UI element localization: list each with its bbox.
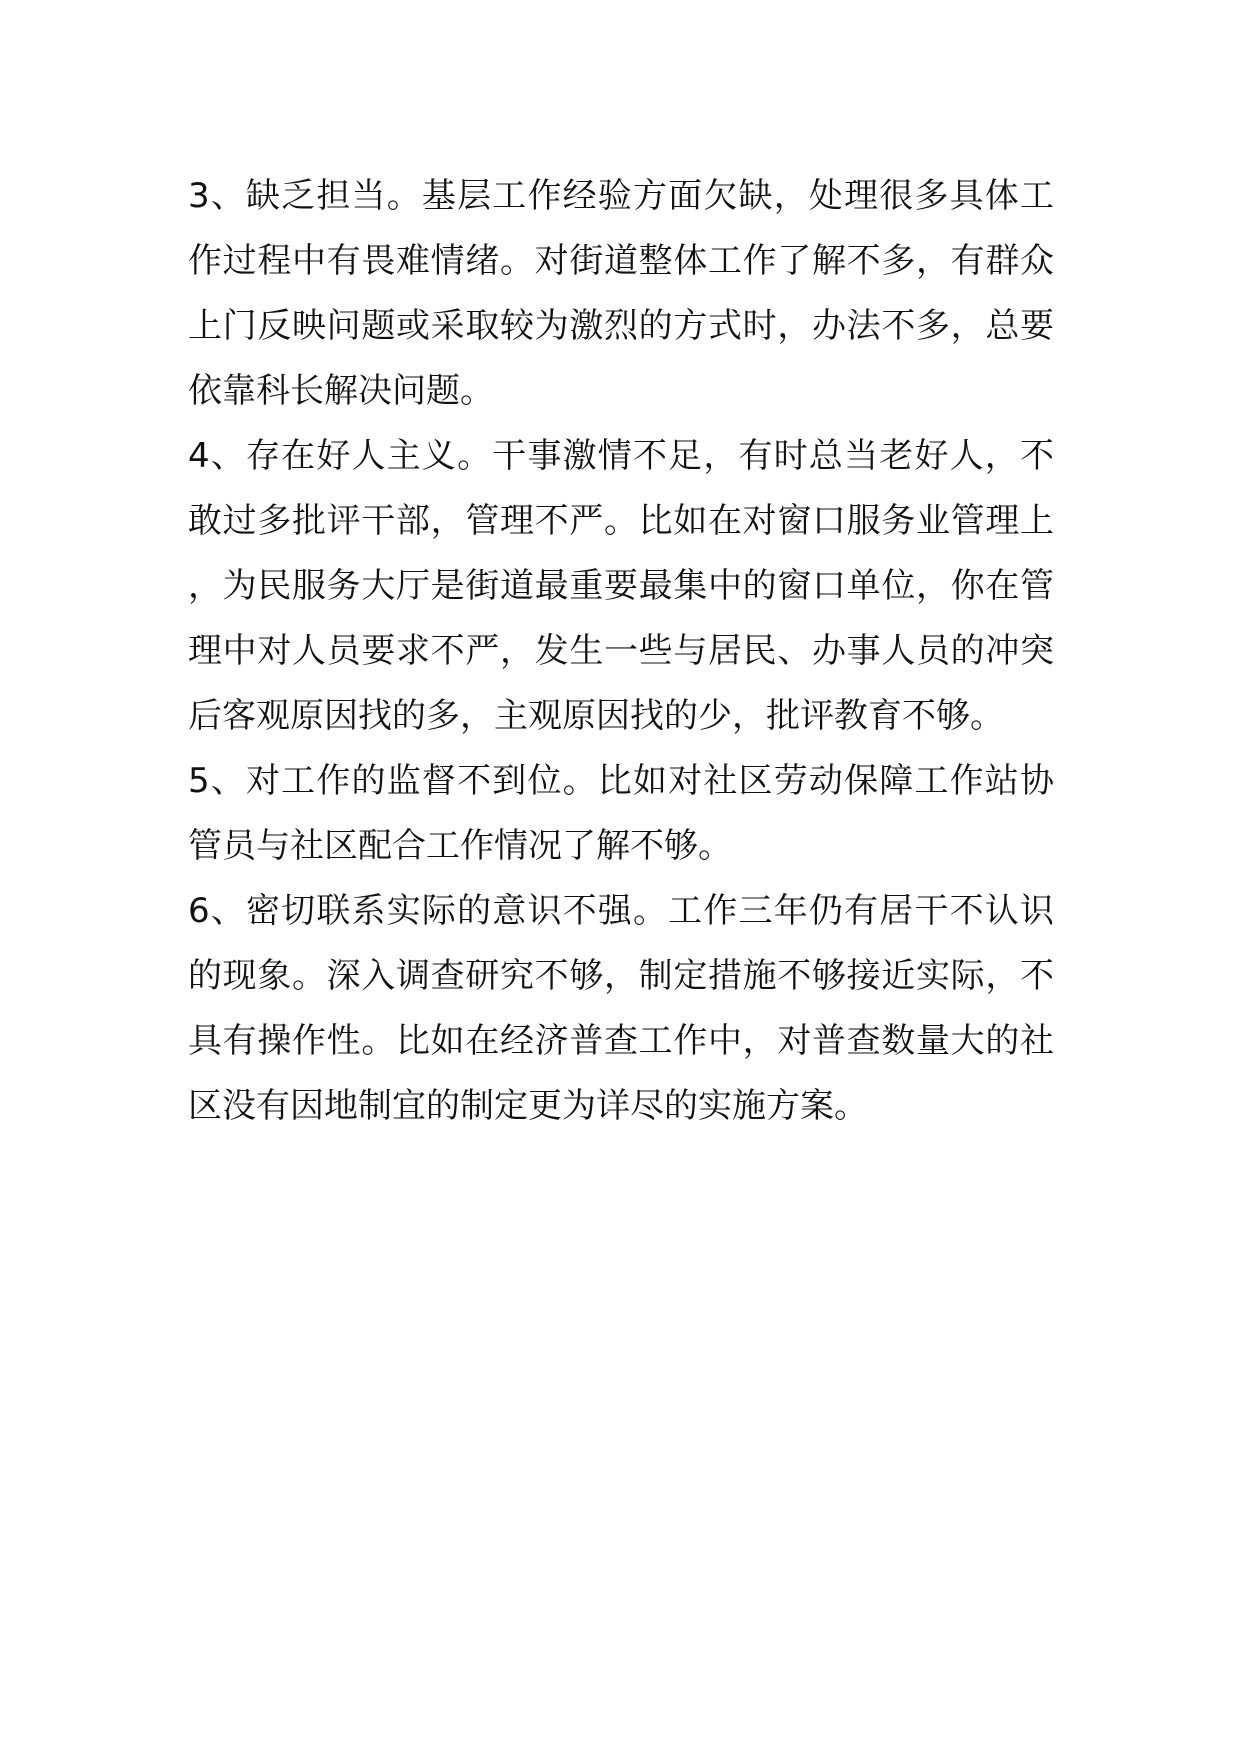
paragraph-item-5: 5、对工作的监督不到位。比如对社区劳动保障工作站协管员与社区配合工作情况了解不够。 [188,761,1054,866]
paragraph-item-6: 6、密切联系实际的意识不强。工作三年仍有居干不认识的现象。深入调查研究不够，制定措施不够接近实际，不具有操作性。比如在经济普查工作中，对普查数量大的社区没有因地制宜的制定更为详尽的实施方案。 [188,891,1054,1126]
document-body [188,164,1054,1139]
paragraph-item-4: 4、存在好人主义。干事激情不足，有时总当老好人，不敢过多批评干部，管理不严。比如在对窗口服务业管理上，为民服务大厅是街道最重要最集中的窗口单位，你在管理中对人员要求不严，发生一些与居民、办事人员的冲突后客观原因找的多，主观原因找的少，批评教育不够。 [188,436,1054,736]
paragraph-item-3: 3、缺乏担当。基层工作经验方面欠缺，处理很多具体工作过程中有畏难情绪。对街道整体工作了解不多，有群众上门反映问题或采取较为激烈的方式时，办法不多，总要依靠科长解决问题。 [188,176,1054,411]
